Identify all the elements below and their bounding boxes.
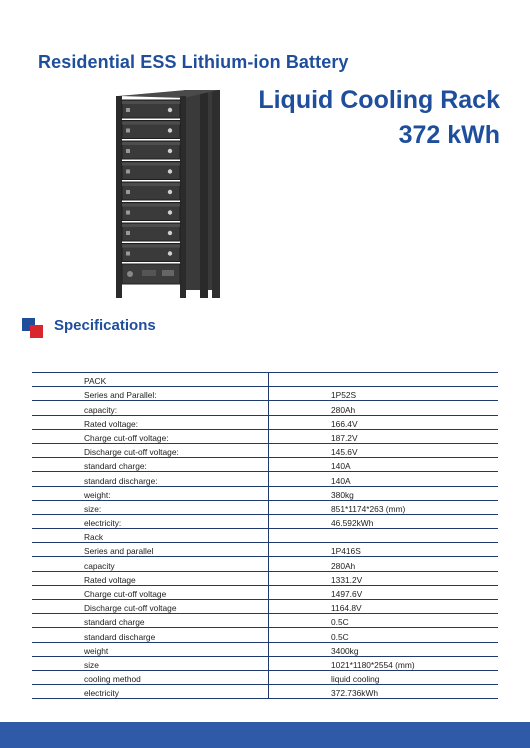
table-row bbox=[32, 443, 498, 457]
spec-label: size: bbox=[32, 500, 269, 514]
spec-label: Discharge cut-off voltage: bbox=[32, 443, 269, 457]
table-row bbox=[32, 543, 498, 557]
spec-label: cooling method bbox=[32, 670, 269, 684]
spec-label: Charge cut-off voltage bbox=[32, 585, 269, 599]
table-row bbox=[32, 514, 498, 528]
table-row bbox=[32, 642, 498, 656]
table-row bbox=[32, 415, 498, 429]
spec-value: 280Ah bbox=[269, 557, 499, 571]
section-title: Specifications bbox=[54, 317, 156, 334]
table-row bbox=[32, 387, 498, 401]
document-title: Liquid Cooling Rack bbox=[258, 86, 500, 114]
table-row bbox=[32, 401, 498, 415]
spec-label: Series and parallel bbox=[32, 543, 269, 557]
spec-value: 0.5C bbox=[269, 628, 499, 642]
spec-value: 280Ah bbox=[269, 401, 499, 415]
spec-label: Rated voltage: bbox=[32, 415, 269, 429]
spec-value: 3400kg bbox=[269, 642, 499, 656]
spec-value: 145.6V bbox=[269, 443, 499, 457]
table-row bbox=[32, 557, 498, 571]
spec-value: 140A bbox=[269, 472, 499, 486]
spec-value: 1P52S bbox=[269, 387, 499, 401]
footer-bar bbox=[0, 722, 530, 748]
table-row bbox=[32, 614, 498, 628]
specifications-table bbox=[32, 372, 498, 699]
spec-label: electricity: bbox=[32, 514, 269, 528]
table-row bbox=[32, 600, 498, 614]
spec-value: 140A bbox=[269, 458, 499, 472]
spec-label: electricity bbox=[32, 685, 269, 699]
spec-value: 1331.2V bbox=[269, 571, 499, 585]
table-row bbox=[32, 529, 498, 543]
blue-red-squares-icon bbox=[22, 318, 46, 340]
spec-value: 380kg bbox=[269, 486, 499, 500]
spec-value: 187.2V bbox=[269, 429, 499, 443]
spec-label: Rack bbox=[32, 529, 269, 543]
spec-value bbox=[269, 373, 499, 387]
spec-label: PACK bbox=[32, 373, 269, 387]
table-row bbox=[32, 429, 498, 443]
spec-label: standard charge: bbox=[32, 458, 269, 472]
spec-value: 0.5C bbox=[269, 614, 499, 628]
table-row bbox=[32, 585, 498, 599]
spec-value bbox=[269, 529, 499, 543]
spec-value: liquid cooling bbox=[269, 670, 499, 684]
table-row bbox=[32, 486, 498, 500]
spec-label: capacity bbox=[32, 557, 269, 571]
spec-label: size bbox=[32, 656, 269, 670]
spec-label: Charge cut-off voltage: bbox=[32, 429, 269, 443]
spec-label: standard charge bbox=[32, 614, 269, 628]
table-row bbox=[32, 373, 498, 387]
spec-value: 166.4V bbox=[269, 415, 499, 429]
spec-value: 1021*1180*2554 (mm) bbox=[269, 656, 499, 670]
spec-label: standard discharge: bbox=[32, 472, 269, 486]
document-subtitle: Residential ESS Lithium-ion Battery bbox=[38, 52, 349, 72]
table-row bbox=[32, 472, 498, 486]
spec-label: standard discharge bbox=[32, 628, 269, 642]
spec-value: 1497.6V bbox=[269, 585, 499, 599]
spec-value: 851*1174*263 (mm) bbox=[269, 500, 499, 514]
spec-label: weight bbox=[32, 642, 269, 656]
table-row bbox=[32, 500, 498, 514]
battery-rack-image bbox=[112, 86, 222, 298]
spec-value: 372.736kWh bbox=[269, 685, 499, 699]
spec-value: 1164.8V bbox=[269, 600, 499, 614]
table-row bbox=[32, 656, 498, 670]
spec-label: capacity: bbox=[32, 401, 269, 415]
table-row bbox=[32, 670, 498, 684]
spec-label: Series and Parallel: bbox=[32, 387, 269, 401]
spec-label: weight: bbox=[32, 486, 269, 500]
spec-value: 1P416S bbox=[269, 543, 499, 557]
table-row bbox=[32, 628, 498, 642]
table-row bbox=[32, 458, 498, 472]
spec-label: Discharge cut-off voltage bbox=[32, 600, 269, 614]
table-row bbox=[32, 571, 498, 585]
table-row bbox=[32, 685, 498, 699]
spec-value: 46.592kWh bbox=[269, 514, 499, 528]
document-capacity-title: 372 kWh bbox=[398, 121, 500, 149]
spec-label: Rated voltage bbox=[32, 571, 269, 585]
